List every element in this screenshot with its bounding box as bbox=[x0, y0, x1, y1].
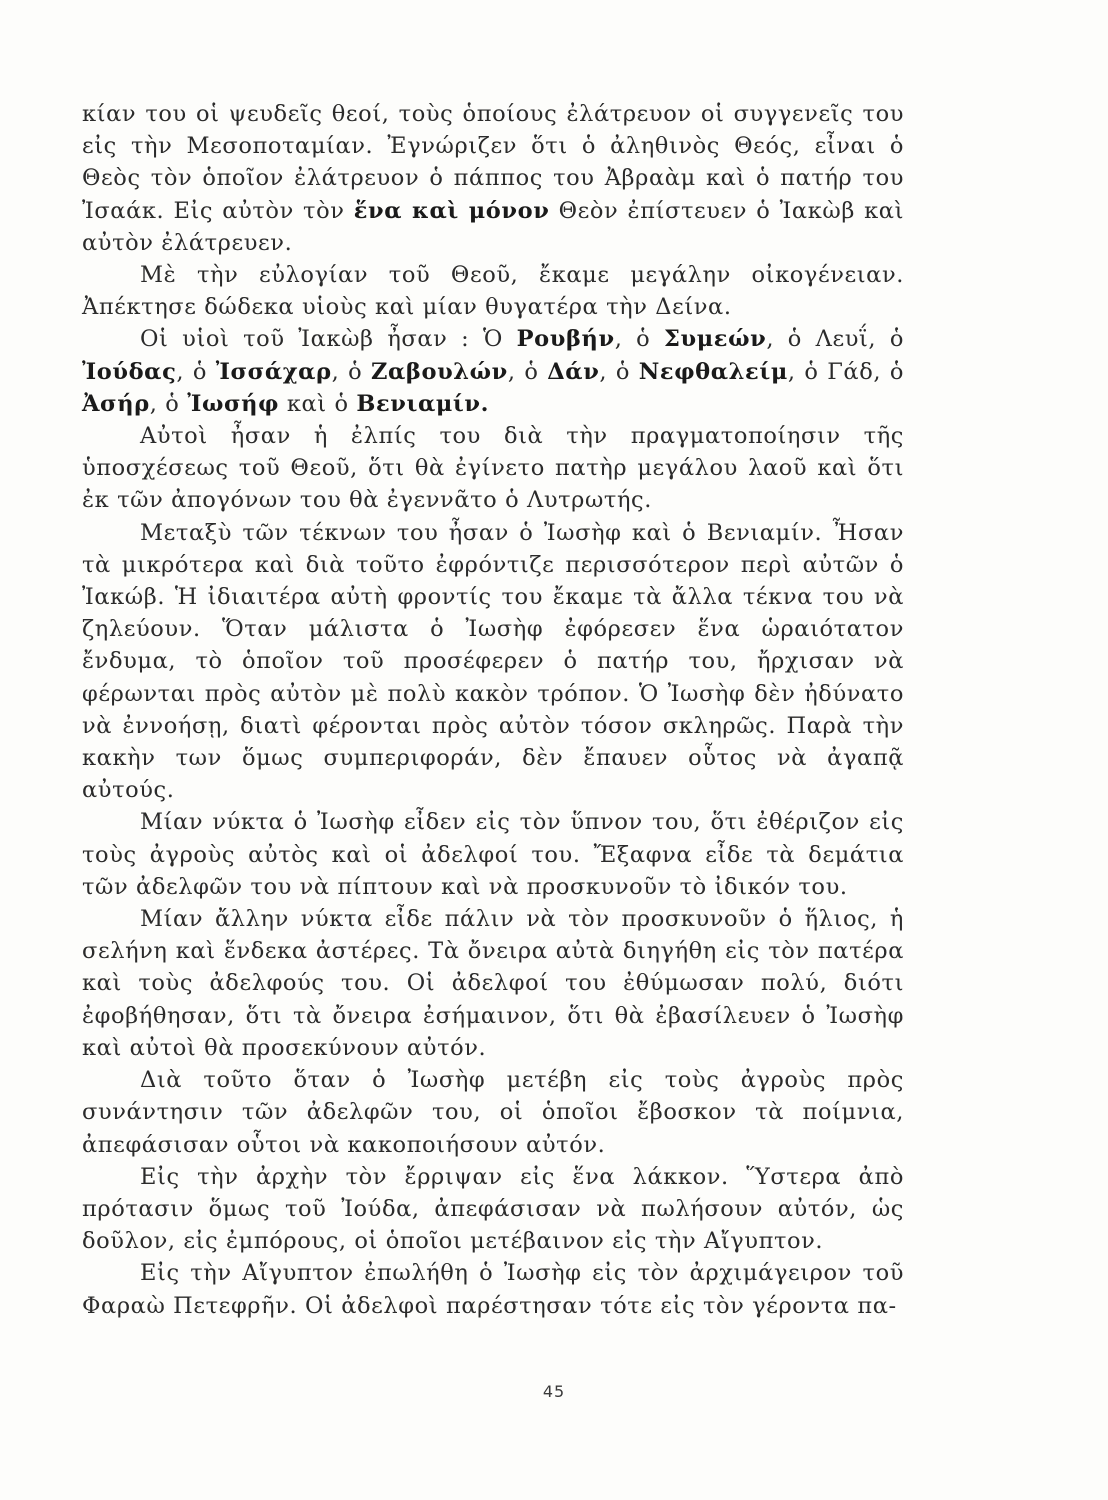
text-run: , ὁ bbox=[599, 358, 639, 385]
text-run: Μὲ τὴν εὐλογίαν τοῦ Θεοῦ, ἔκαμε μεγάλην οἰκογένειαν. Ἀπέκτησε δώδεκα υἱοὺς καὶ μίαν θυγατέρα τὴν Δείνα. bbox=[82, 262, 904, 321]
page-number: 45 bbox=[542, 1382, 566, 1401]
emphasized-text: Νεφθαλείμ bbox=[638, 358, 788, 385]
emphasized-text: Ζαβουλών bbox=[370, 358, 508, 385]
emphasized-text: Συμεών bbox=[664, 326, 767, 353]
paragraph bbox=[82, 1257, 904, 1321]
emphasized-text: Ρουβήν bbox=[516, 326, 615, 353]
text-run: Αὐτοὶ ἦσαν ἡ ἐλπίς του διὰ τὴν πραγματοποίησιν τῆς ὑποσχέσεως τοῦ Θεοῦ, ὅτι θὰ ἐγίνετο πατὴρ μεγάλου λαοῦ καὶ ὅτι ἐκ τῶν ἀπογόνων του θὰ ἐγεννᾶτο ὁ Λυτρωτής. bbox=[82, 423, 904, 514]
emphasized-text: Ἰούδας bbox=[82, 358, 177, 385]
text-run: Μίαν νύκτα ὁ Ἰωσὴφ εἶδεν εἰς τὸν ὕπνον του, ὅτι ἐθέριζον εἰς τοὺς ἀγροὺς αὐτὸς καὶ οἱ ἀδελφοί του. Ἔξαφνα εἶδε τὰ δεμάτια τῶν ἀδελφῶν του νὰ πίπτουν καὶ νὰ προσκυνοῦν τὸ ἰδικόν του. bbox=[82, 809, 904, 900]
text-run: , ὁ Γάδ, ὁ bbox=[787, 358, 904, 385]
emphasized-text: Ἀσήρ bbox=[82, 390, 150, 417]
text-run: Εἰς τὴν ἀρχὴν τὸν ἔρριψαν εἰς ἕνα λάκκον. Ὕστερα ἀπὸ πρότασιν ὅμως τοῦ Ἰούδα, ἀπεφάσισαν νὰ πωλήσουν αὐτόν, ὡς δοῦλον, εἰς ἐμπόρους, οἱ ὁποῖοι μετέβαινον εἰς τὴν Αἴγυπτον. bbox=[82, 1163, 904, 1255]
text-run: , ὁ bbox=[331, 358, 371, 385]
text-run: Εἰς τὴν Αἴγυπτον ἐπωλήθη ὁ Ἰωσὴφ εἰς τὸν ἀρχιμάγειρον τοῦ Φαραὼ Πετεφρῆν. Οἱ ἀδελφοὶ παρέστησαν τότε εἰς τὸν γέροντα πα- bbox=[82, 1260, 904, 1319]
emphasized-text: ἕνα καὶ μόνον bbox=[353, 197, 550, 224]
body-text bbox=[82, 98, 904, 1322]
paragraph bbox=[82, 1161, 904, 1258]
paragraph bbox=[82, 806, 904, 903]
paragraph bbox=[82, 323, 904, 420]
text-run: Θεὸν ἐπίστευεν ὁ Ἰακὼβ καὶ αὐτὸν ἐλάτρευεν. bbox=[82, 197, 904, 256]
text-run: καὶ ὁ bbox=[279, 390, 357, 417]
text-run: Οἱ υἱοὶ τοῦ Ἰακὼβ ἦσαν : Ὁ bbox=[140, 326, 517, 353]
emphasized-text: Δάν bbox=[547, 358, 600, 385]
paragraph bbox=[82, 420, 904, 517]
text-run: , ὁ bbox=[507, 358, 548, 385]
paragraph bbox=[82, 517, 904, 807]
paragraph bbox=[82, 98, 904, 259]
emphasized-text: Ἰσσάχαρ bbox=[215, 358, 332, 385]
emphasized-text: Βενιαμίν. bbox=[356, 390, 490, 417]
text-run: , ὁ bbox=[149, 390, 188, 417]
text-run: , ὁ Λευΐ, ὁ bbox=[766, 326, 904, 353]
text-run: Διὰ τοῦτο ὅταν ὁ Ἰωσὴφ μετέβη εἰς τοὺς ἀγροὺς πρὸς συνάντησιν τῶν ἀδελφῶν του, οἱ ὁποῖοι ἔβοσκον τὰ ποίμνια, ἀπεφάσισαν οὗτοι νὰ κακοποιήσουν αὐτόν. bbox=[82, 1067, 904, 1158]
text-run: Μεταξὺ τῶν τέκνων του ἦσαν ὁ Ἰωσὴφ καὶ ὁ Βενιαμίν. Ἦσαν τὰ μικρότερα καὶ διὰ τοῦτο ἐφρόντιζε περισσότερον περὶ αὐτῶν ὁ Ἰακώβ. Ἡ ἰδιαιτέρα αὐτὴ φροντίς του ἔκαμε τὰ ἄλλα τέκνα του νὰ ζηλεύουν. Ὅταν μάλιστα ὁ Ἰωσὴφ ἐφόρεσεν ἕνα ὡραιότατον ἔνδυμα, τὸ ὁποῖον τοῦ προσέφερεν ὁ πατήρ του, ἤρχισαν νὰ φέρωνται πρὸς αὐτὸν μὲ πολὺ κακὸν τρόπον. Ὁ Ἰωσὴφ δὲν ἠδύνατο νὰ ἐννοήσῃ, διατὶ φέρονται πρὸς αὐτὸν τόσον σκληρῶς. Παρὰ τὴν κακὴν των ὅμως συμπεριφοράν, δὲν ἔπαυεν οὗτος νὰ ἀγαπᾷ αὐτούς. bbox=[82, 519, 904, 804]
paragraph bbox=[82, 259, 904, 323]
text-run: Μίαν ἄλλην νύκτα εἶδε πάλιν νὰ τὸν προσκυνοῦν ὁ ἥλιος, ἡ σελήνη καὶ ἕνδεκα ἀστέρες. Τὰ ὄνειρα αὐτὰ διηγήθη εἰς τὸν πατέρα καὶ τοὺς ἀδελφούς του. Οἱ ἀδελφοί του ἐθύμωσαν πολύ, διότι ἐφοβήθησαν, ὅτι τὰ ὄνειρα ἐσήμαινον, ὅτι θὰ ἐβασίλευεν ὁ Ἰωσὴφ καὶ αὐτοὶ θὰ προσεκύνουν αὐτόν. bbox=[82, 906, 904, 1061]
text-run: , ὁ bbox=[614, 326, 664, 353]
paragraph bbox=[82, 903, 904, 1064]
paragraph bbox=[82, 1064, 904, 1161]
text-run: , ὁ bbox=[176, 358, 216, 385]
text-run: κίαν του οἱ ψευδεῖς θεοί, τοὺς ὁποίους ἐλάτρευον οἱ συγγενεῖς του εἰς τὴν Μεσοποταμίαν. Ἐγνώριζεν ὅτι ὁ ἀληθινὸς Θεός, εἶναι ὁ Θεὸς τὸν ὁποῖον ἐλάτρευον ὁ πάππος του Ἀβραὰμ καὶ ὁ πατήρ του Ἰσαάκ. Εἰς αὐτὸν τὸν bbox=[82, 101, 904, 224]
emphasized-text: Ἰωσήφ bbox=[187, 390, 280, 417]
